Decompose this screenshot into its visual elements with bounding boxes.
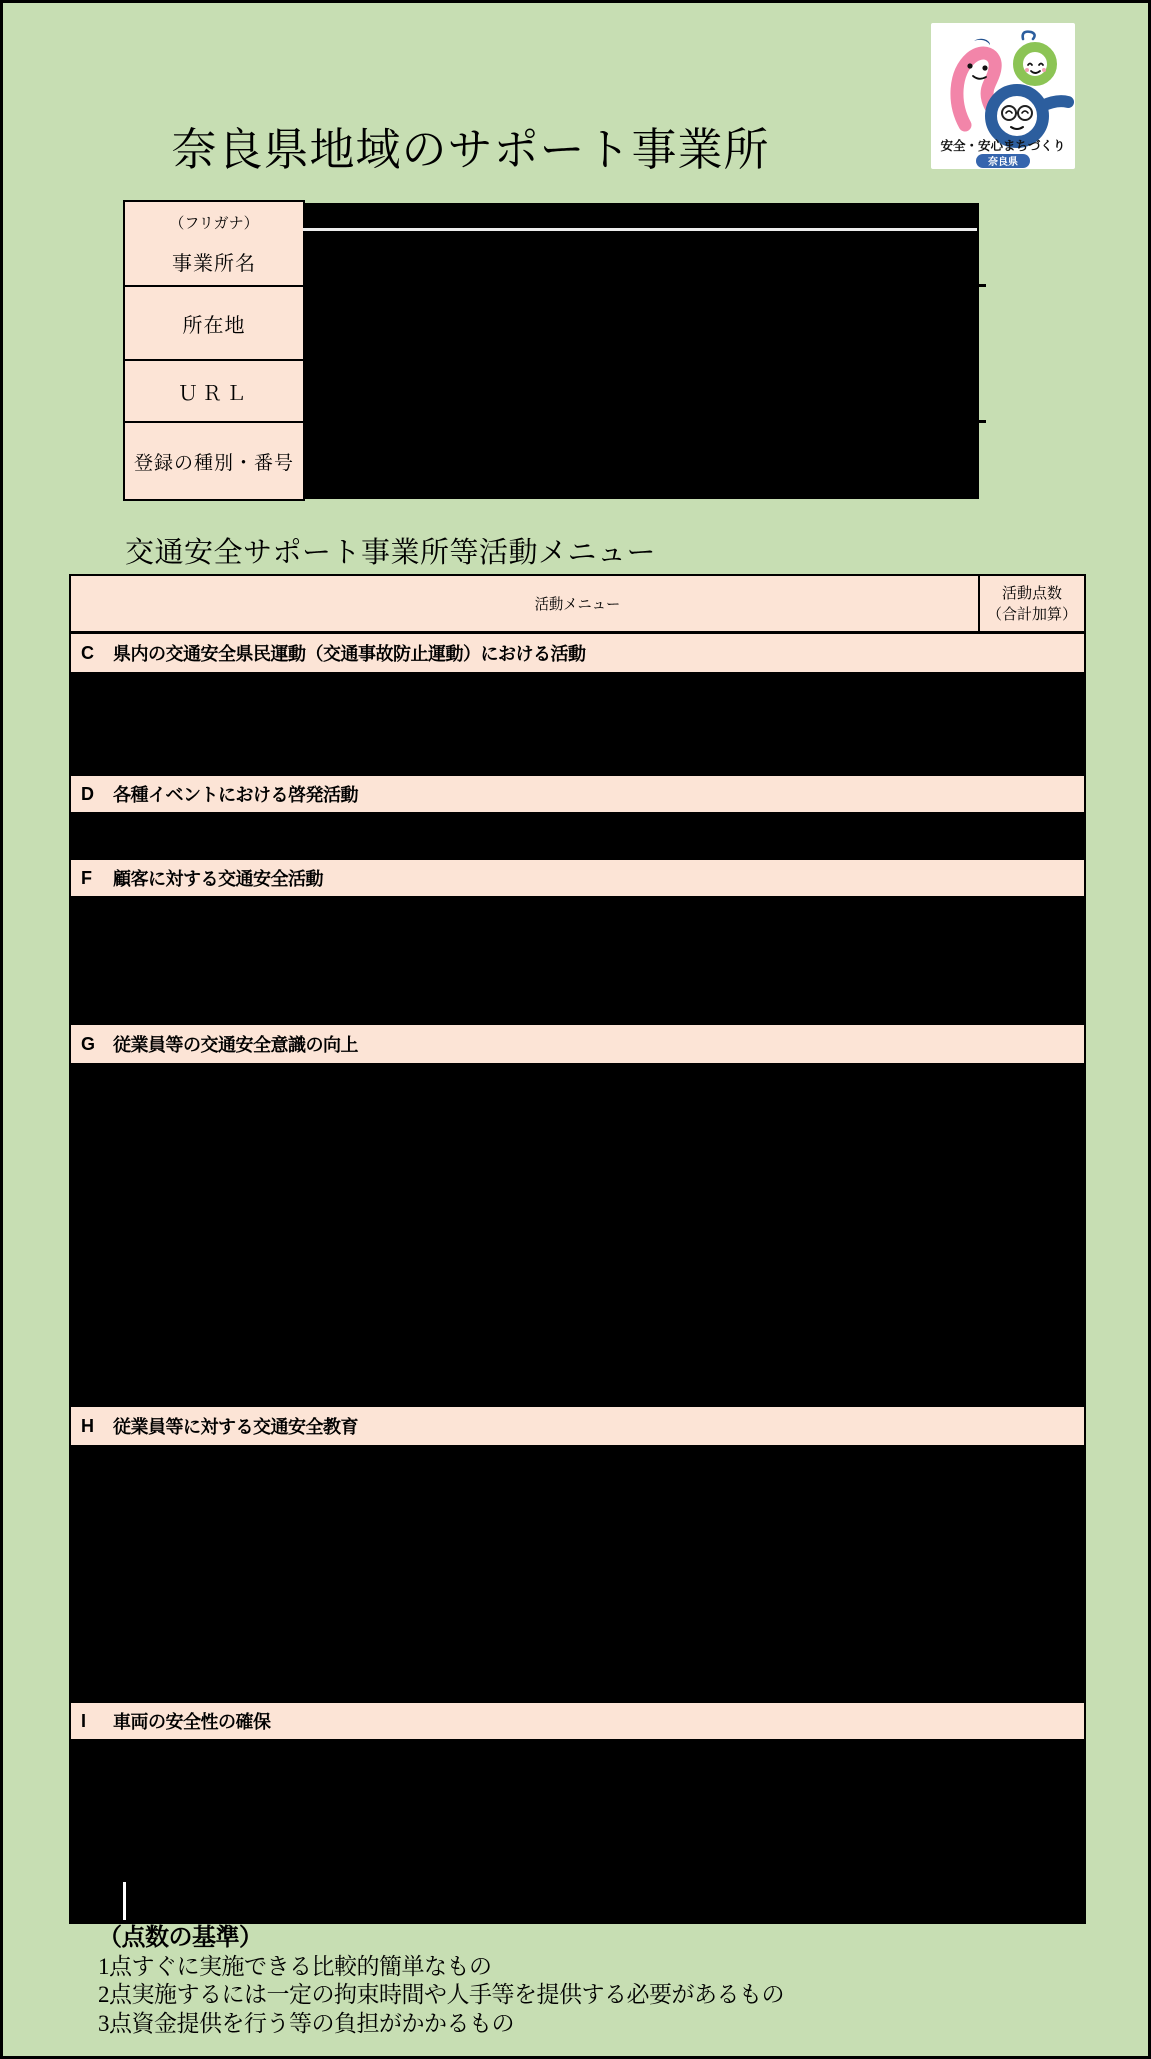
form-label-registration: 登録の種別・番号 [123,421,305,501]
menu-column-header: 活動メニュー [534,596,621,613]
nara-safety-logo [931,23,1075,169]
note-line: 1点すぐに実施できる比較的簡単なもの [98,1953,492,1979]
note-line: 3点資金提供を行う等の負担がかかるもの [98,2010,514,2036]
notes-heading: （点数の基準） [98,1925,263,1951]
form-label-address: 所在地 [123,285,305,361]
mascot-logo-icon [931,23,1075,169]
points-column-header: 活動点数 （合計加算） [978,576,1084,631]
section-header-H: H 従業員等に対する交通安全教育 [71,1407,1084,1445]
logo-tagline: 安全・安心まちづくり [940,139,1066,153]
section-header-D: D 各種イベントにおける啓発活動 [71,776,1084,812]
activity-menu-table [69,574,1086,1924]
section-header-C: C 県内の交通安全県民運動（交通事故防止運動）における活動 [71,634,1084,672]
border-tick [977,284,986,287]
pink-mascot-crescent [974,39,990,45]
text-cursor [123,1882,126,1920]
section-header-F: F 顧客に対する交通安全活動 [71,860,1084,896]
redacted-block-F [71,896,1084,1025]
redacted-block-G [71,1063,1084,1407]
redacted-block-I [71,1739,1084,1922]
business-name-label: 事業所名 [172,252,256,275]
page-title: 奈良県地域のサポート事業所 [171,124,770,175]
section-header-G: G 従業員等の交通安全意識の向上 [71,1025,1084,1063]
note-line: 2点実施するには一定の拘束時間や人手等を提供する必要があるもの [98,1982,784,2007]
glasses-icon [1002,106,1016,120]
table-header-row [71,576,1084,634]
green-mascot [1018,47,1052,81]
activity-menu-title: 交通安全サポート事業所等活動メニュー [125,537,657,569]
blue-mascot [991,90,1043,142]
logo-badge-label: 奈良県 [988,157,1018,168]
border-tick [977,420,986,423]
scoring-criteria-notes [98,1924,784,2038]
business-info-form [123,200,981,502]
redacted-block-H [71,1445,1084,1703]
form-label-business-name [123,200,305,287]
green-mascot-antenna [1023,32,1035,39]
section-header-I: I 車両の安全性の確保 [71,1703,1084,1739]
furigana-row-divider [303,228,977,231]
blue-mascot-arm [1042,101,1068,106]
furigana-label: （フリガナ） [169,214,259,232]
form-label-url: ＵＲＬ [123,359,305,423]
redacted-block-C [71,672,1084,776]
redacted-block-D [71,812,1084,860]
form-values-redacted-field[interactable] [303,203,979,499]
